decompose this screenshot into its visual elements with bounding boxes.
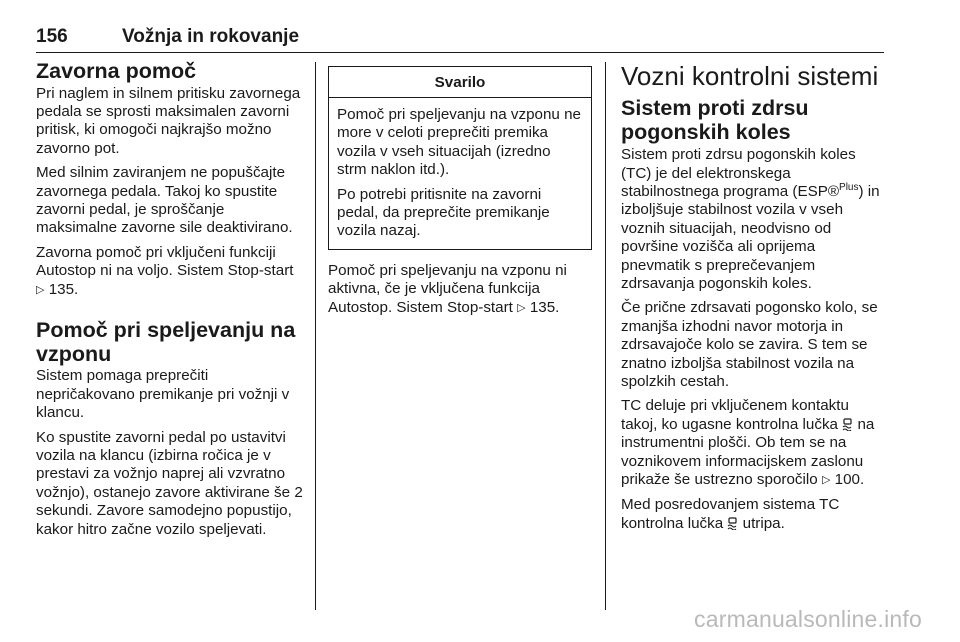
watermark: carmanualsonline.info (694, 606, 922, 632)
paragraph (621, 146, 886, 293)
warning-body (329, 98, 591, 249)
page-header (36, 26, 884, 53)
warning-title: Svarilo (329, 67, 591, 98)
traction-control-lamp-icon (727, 517, 738, 530)
paragraph-text: Pomoč pri speljevanju na vzponu ni aktivna, če je vključena funkcija Autostop. Sistem Stop-start (328, 261, 567, 316)
paragraph: Pomoč pri speljevanju na vzponu ne more v celoti preprečiti premika vozila v vseh situacijah (izredno strm naklon itd.). (337, 106, 581, 179)
page-reference[interactable]: 100. (834, 471, 865, 489)
page-reference[interactable]: 135. (48, 280, 79, 298)
paragraph-text: ) in izboljšuje stabilnost vozila v vseh voznih situacijah, neodvisno od površine vozišča ali oprijema pnevmatik s preprečevanjem zdrsavanja pogonskih koles. (621, 182, 880, 292)
page-reference-arrow-icon: ▷ (517, 301, 526, 314)
paragraph: Sistem pomaga preprečiti nepričakovano premikanje pri vožnji v klancu. (36, 367, 290, 422)
paragraph (621, 397, 886, 490)
chapter-section-title: Vozni kontrolni sistemi (621, 61, 879, 91)
paragraph (328, 262, 592, 318)
chapter-title: Vožnja in rokovanje (122, 26, 300, 47)
paragraph: Pri naglem in silnem pritisku zavornega pedala se sprosti maksimalen zavorni pritisk, ki omogoči najkrajšo možno zavorno pot. (36, 84, 301, 157)
paragraph-text: utripa. (742, 514, 785, 532)
paragraph (621, 496, 886, 533)
paragraph-text: na instrumentni plošči. Ob tem se na voznikovem informacijskem zaslonu prikaže še ustrezno sporočilo (621, 415, 875, 489)
paragraph: Ko spustite zavorni pedal po ustavitvi vozila na klancu (izbirna ročica je v prestavi za vožnjo naprej ali vzvratno vožnjo), ostanejo zavore aktivirane še 2 sekundi. Zavore samodejno popustijo, kakor hitro začne vozilo speljevati. (36, 428, 303, 538)
column-divider (605, 62, 606, 610)
paragraph-text: Med posredovanjem sistema TC kontrolna lučka (621, 496, 840, 532)
column-middle (328, 60, 592, 324)
page-reference-arrow-icon: ▷ (821, 474, 831, 487)
column-left (36, 60, 304, 545)
paragraph-text: Zavorna pomoč pri vključeni funkciji Autostop ni na voljo. Sistem Stop-start (36, 243, 294, 280)
traction-control-lamp-icon (842, 418, 853, 431)
paragraph: Če prične zdrsavati pogonsko kolo, se zmanjša izhodni navor motorja in zdrsavajoče kolo se zavira. S tem se znatno izboljša stabilnost vozila na spolzkih cestah. (621, 299, 878, 391)
superscript: Plus (839, 181, 859, 193)
column-right (621, 60, 886, 539)
paragraph-text: TC deluje pri vključenem kontaktu takoj, ko ugasne kontrolna lučka (621, 397, 849, 433)
page-reference-arrow-icon: ▷ (36, 283, 45, 296)
paragraph-text: Sistem proti zdrsu pogonskih koles (TC) je del elektronskega stabilnostnega programa (ESP® (621, 146, 856, 200)
section-title-hill-start: Pomoč pri speljevanju na vzponu (36, 318, 296, 366)
paragraph: Po potrebi pritisnite na zavorni pedal, da preprečite premikanje vozila nazaj. (337, 185, 550, 240)
section-title-brake-assist: Zavorna pomoč (36, 59, 197, 83)
paragraph (36, 244, 304, 300)
warning-box (328, 66, 592, 250)
section-title-traction-control: Sistem proti zdrsu pogonskih koles (621, 95, 809, 144)
page-reference[interactable]: 135. (529, 298, 560, 316)
page-number: 156 (36, 26, 68, 47)
paragraph: Med silnim zaviranjem ne popuščajte zavornega pedala. Takoj ko spustite zavorni pedal, je sproščanje maksimalne zavorne sile deaktivirano. (36, 164, 293, 237)
column-divider (315, 62, 316, 610)
